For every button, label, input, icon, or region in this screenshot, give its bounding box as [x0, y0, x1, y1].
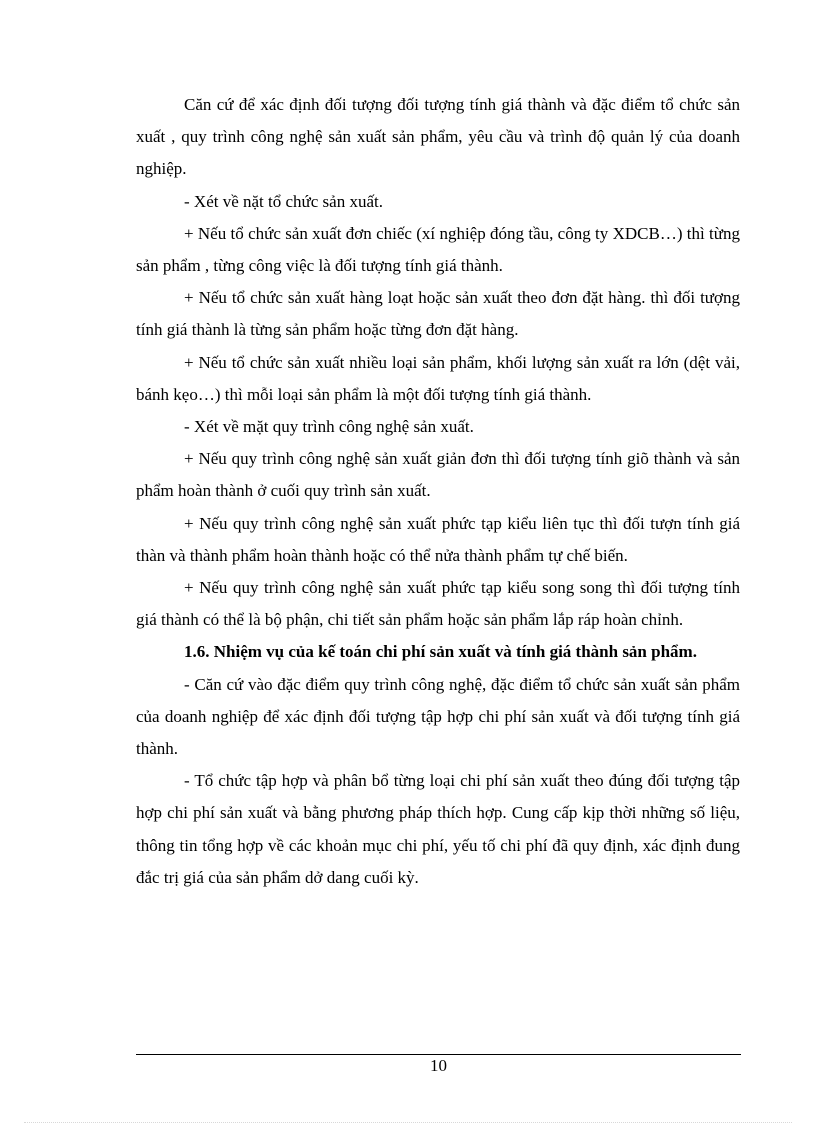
- paragraph: + Nếu quy trình công nghệ sản xuất phức tạp kiểu song song thì đối tượng tính giá thành có thể là bộ phận, chi tiết sản phẩm hoặc sản phẩm lắp ráp hoàn chỉnh.: [136, 578, 740, 630]
- paragraph: + Nếu tổ chức sản xuất hàng loạt hoặc sản xuất theo đơn đặt hàng. thì đối tượng tính giá thành là từng sản phẩm hoặc từng đơn đặt hàng.: [136, 288, 740, 340]
- paragraph: + Nếu quy trình công nghệ sản xuất giản đơn thì đối tượng tính giõ thành và sản phẩm hoàn thành ở cuối quy trình sản xuất.: [136, 449, 740, 501]
- paragraph: Căn cứ để xác định đối tượng đối tượng tính giá thành và đặc điểm tổ chức sản xuất , quy trình công nghệ sản xuất sản phẩm, yêu cầu và trình độ quản lý của doanh nghiệp.: [136, 95, 740, 179]
- paragraph: - Tổ chức tập hợp và phân bổ từng loại chi phí sản xuất theo đúng đối tượng tập hợp chi phí sản xuất và bằng phương pháp thích hợp. Cung cấp kịp thời những số liệu, thông tin tổng hợp về các khoản mục chi phí, yếu tố chi phí đã quy định, xác định đung đắc trị giá của sản phẩm dở dang cuối kỳ.: [136, 771, 740, 887]
- page-number: 10: [430, 1056, 447, 1075]
- paragraph: + Nếu tổ chức sản xuất nhiều loại sản phẩm, khối lượng sản xuất ra lớn (dệt vải, bánh kẹo…) thì mỗi loại sản phẩm là một đối tượng tính giá thành.: [136, 352, 740, 404]
- paragraph: - Xét về mặt quy trình công nghệ sản xuất.: [184, 417, 474, 437]
- paragraph: - Căn cứ vào đặc điểm quy trình công nghệ, đặc điểm tổ chức sản xuất sản phẩm của doanh nghiệp để xác định đối tượng tập hợp chi phí sản xuất và đối tượng tính giá thành.: [136, 674, 740, 759]
- document-body: [136, 89, 740, 894]
- section-heading: 1.6. Nhiệm vụ của kế toán chi phí sản xuất và tính giá thành sản phẩm.: [184, 642, 697, 662]
- footer-divider: [136, 1054, 741, 1055]
- paragraph: + Nếu tổ chức sản xuất đơn chiếc (xí nghiệp đóng tầu, công ty XDCB…) thì từng sản phẩm , từng công việc là đối tượng tính giá thành.: [136, 223, 740, 276]
- paragraph: - Xét về nặt tổ chức sản xuất.: [184, 191, 383, 211]
- paragraph: + Nếu quy trình công nghệ sản xuất phức tạp kiểu liên tục thì đối tượn tính giá thàn và thành phẩm hoàn thành hoặc có thể nửa thành phẩm tự chế biến.: [136, 513, 740, 565]
